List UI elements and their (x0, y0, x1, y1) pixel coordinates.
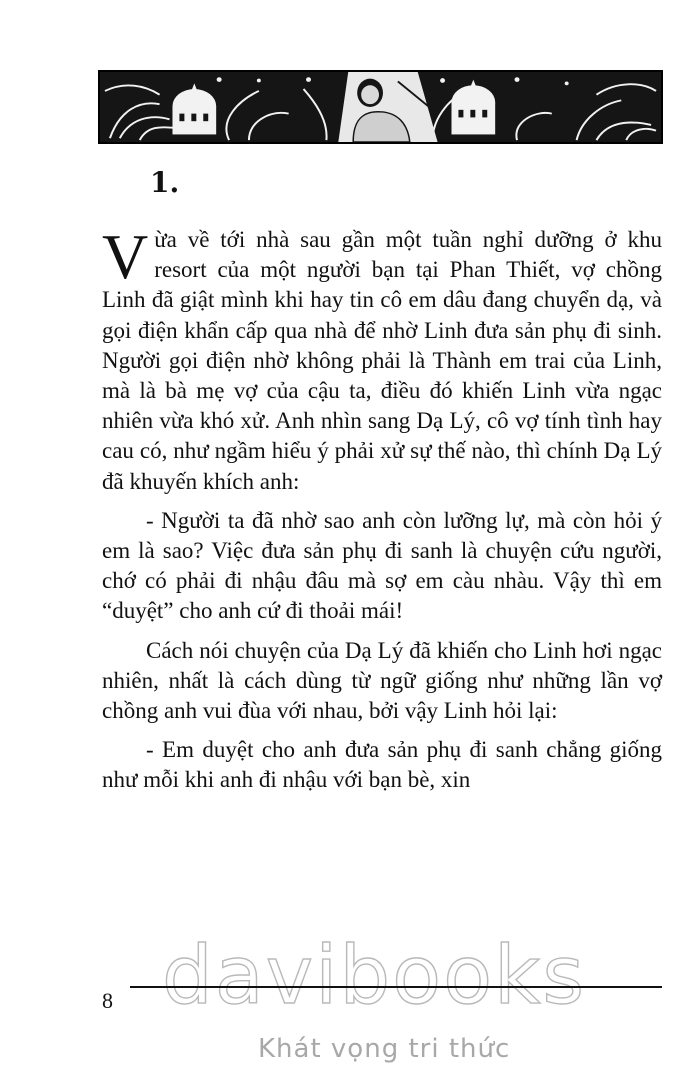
paragraph-4: - Em duyệt cho anh đưa sản phụ đi sanh chẳng giống như mỗi khi anh đi nhậu với bạn bè, xin (102, 737, 662, 793)
page-number: 8 (102, 988, 113, 1013)
body-text (102, 221, 662, 805)
ornamental-banner-icon (100, 72, 661, 142)
ornamental-banner (98, 70, 663, 144)
paragraph-1 (102, 221, 662, 497)
paragraph-3: Cách nói chuyện của Dạ Lý đã khiến cho Linh hơi ngạc nhiên, nhất là cách dùng từ ngữ giống như những lần vợ chồng anh vui đùa với nhau, bởi vậy Linh hỏi lại: (102, 637, 662, 724)
watermark-tagline: Khát vọng tri thức (258, 1034, 511, 1064)
drop-cap: V (102, 221, 149, 292)
watermark-brand: davibooks (162, 929, 587, 1022)
paragraph-2: - Người ta đã nhờ sao anh còn lưỡng lự, mà còn hỏi ý em là sao? Việc đưa sản phụ đi sanh là chuyện cứu người, chớ có phải đi nhậu đâu mà sợ em càu nhàu. Vậy thì em “duyệt” cho anh cứ đi thoải mái! (102, 507, 662, 624)
footer-rule (130, 986, 662, 988)
chapter-number: 1. (150, 166, 180, 199)
paragraph-1-text: ừa về tới nhà sau gần một tuần nghỉ dưỡng ở khu resort của một người bạn tại Phan Thiết, vợ chồng Linh đã giật mình khi hay tin cô em dâu đang chuyển dạ, và gọi điện khẩn cấp qua nhà để nhờ Linh đưa sản phụ đi sinh. Người gọi điện nhờ không phải là Thành em trai của Linh, mà là bà mẹ vợ của cậu ta, điều đó khiến Linh vừa ngạc nhiên vừa khó xử. Anh nhìn sang Dạ Lý, cô vợ tính tình hay cau có, như ngầm hiểu ý phải xử sự thế nào, thì chính Dạ Lý đã khuyến khích anh: (102, 227, 662, 494)
